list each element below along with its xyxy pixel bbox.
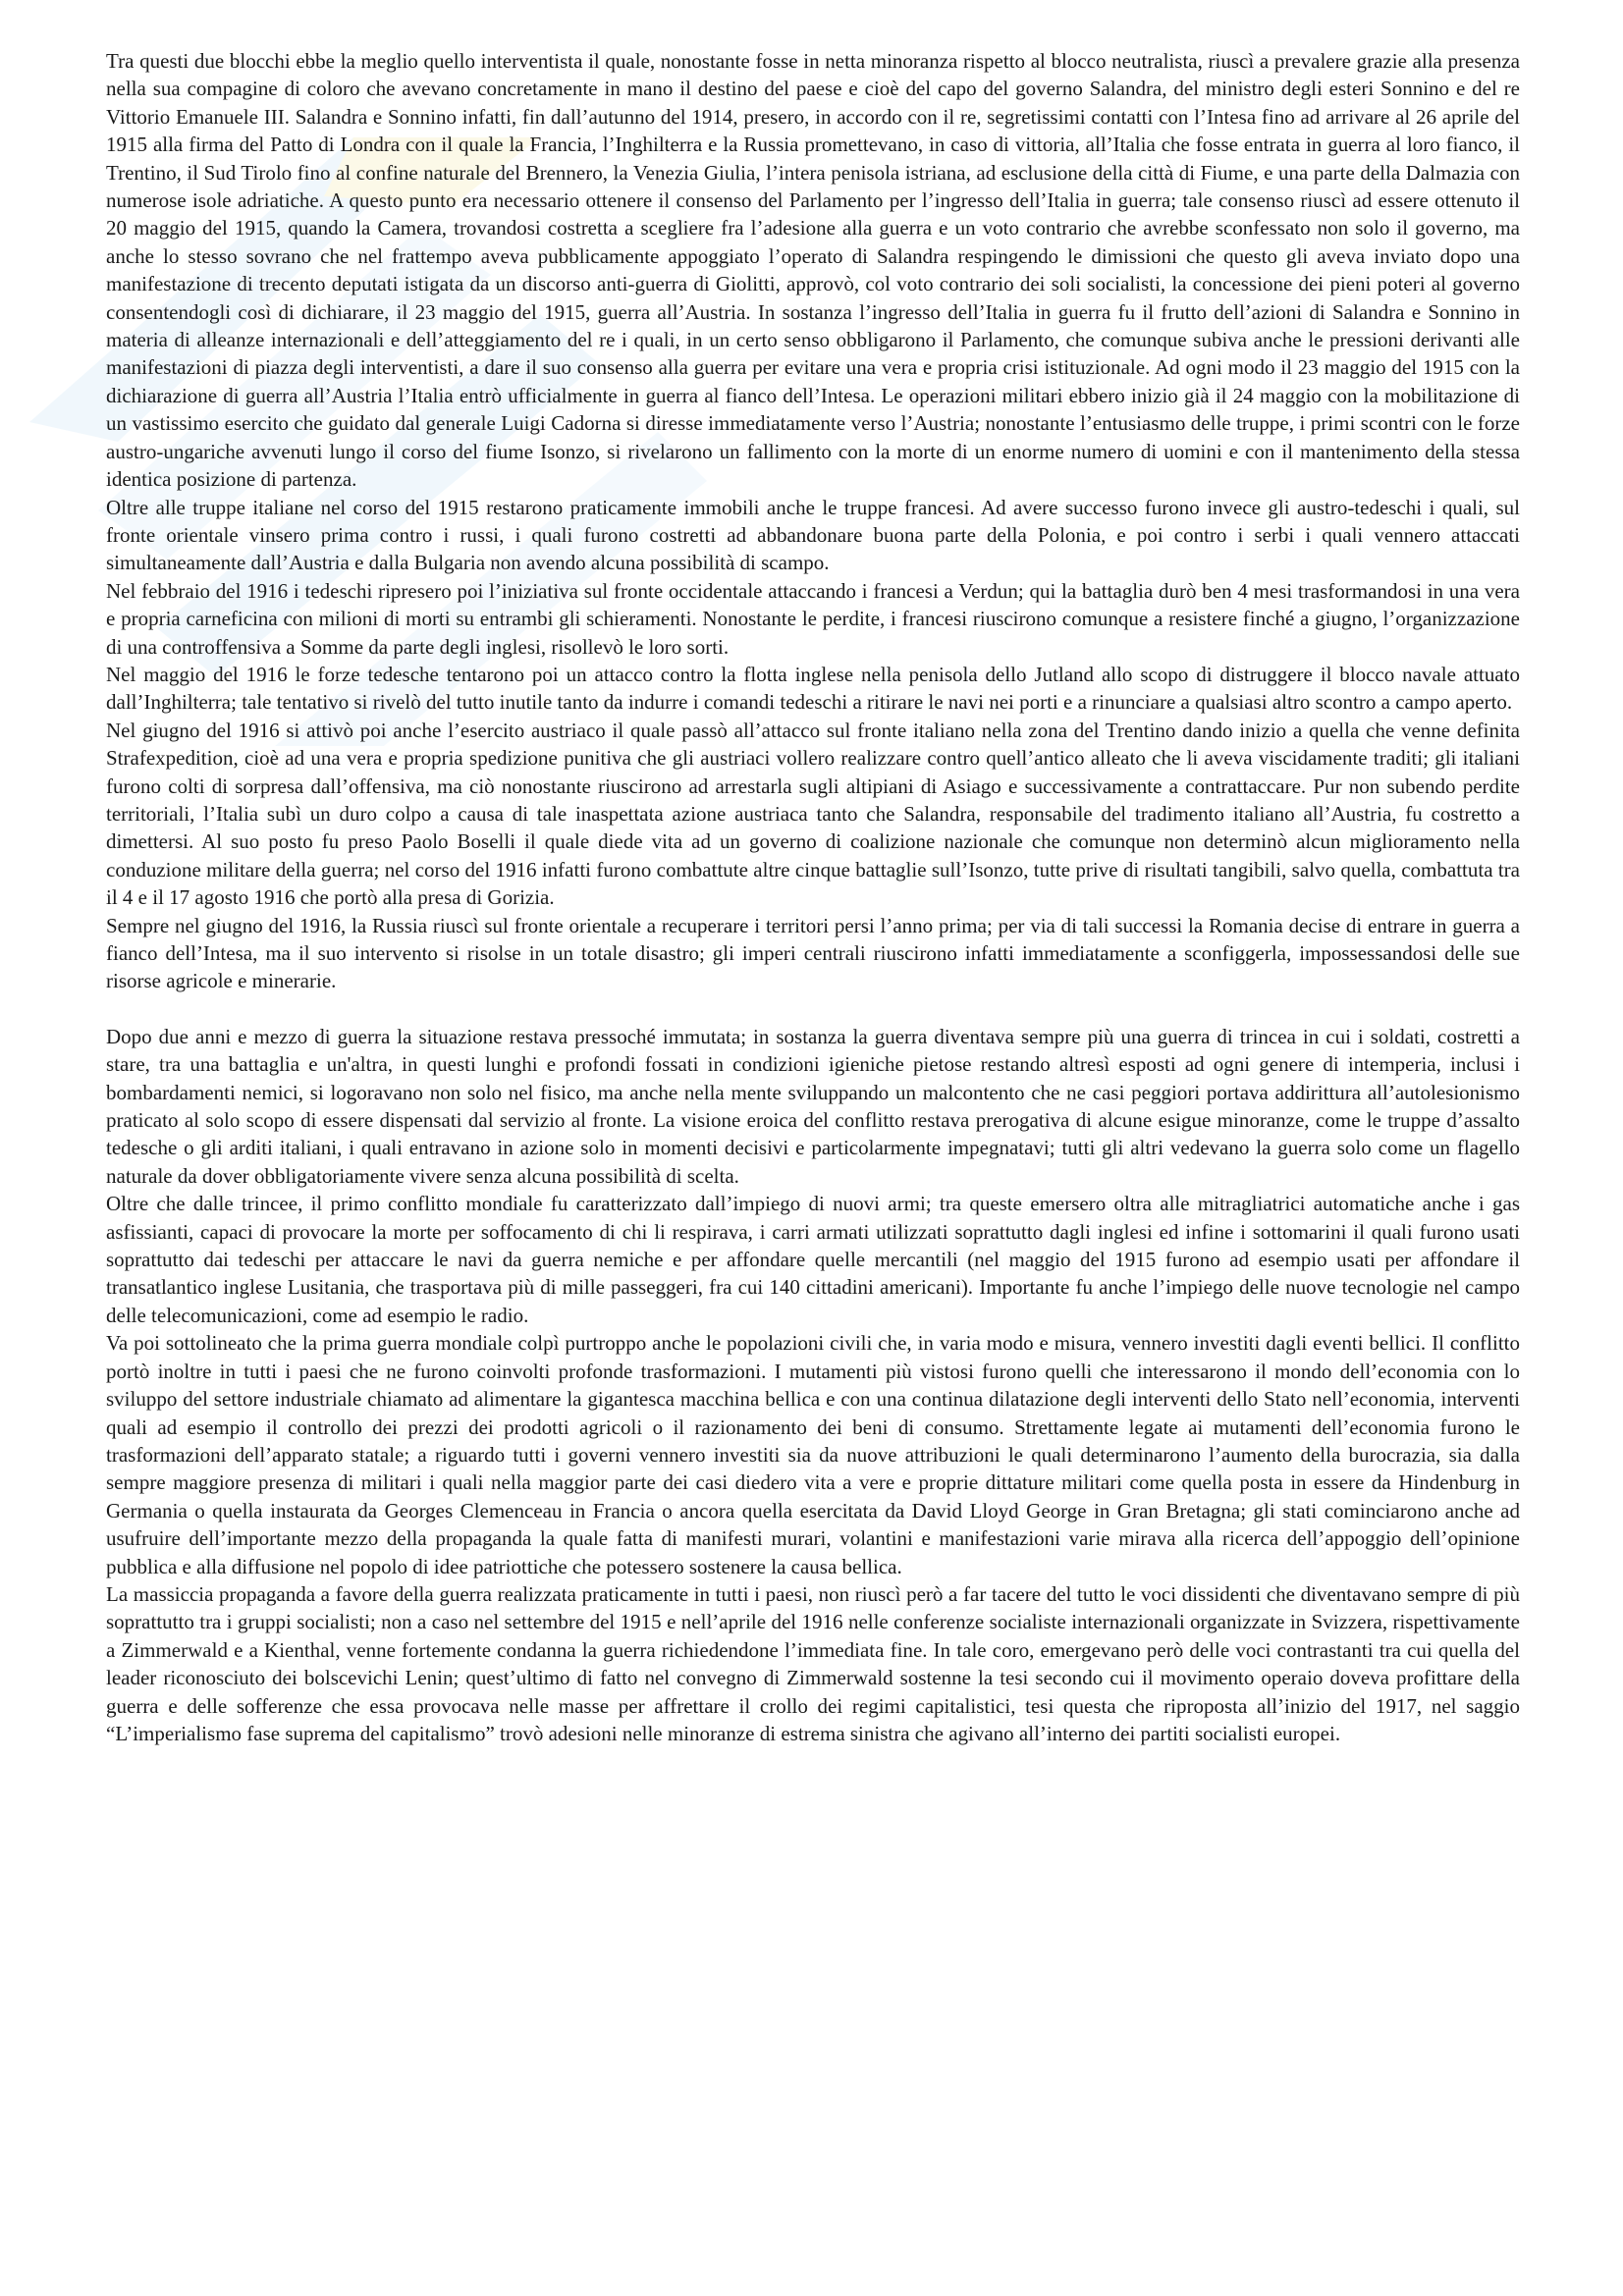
paragraph-3: Nel febbraio del 1916 i tedeschi ripresero poi l’iniziativa sul fronte occidentale attaccando i francesi a Verdun; qui la battaglia durò ben 4 mesi trasformandosi in una vera e propria carneficina con milioni di morti su entrambi gli schieramenti. Nonostante le perdite, i francesi riuscirono comunque a resistere finché a giugno, l’organizzazione di una controffensiva a Somme da parte degli inglesi, risollevò le loro sorti. bbox=[106, 578, 1520, 659]
paragraph-7: Dopo due anni e mezzo di guerra la situazione restava pressoché immutata; in sostanza la guerra diventava sempre più una guerra di trincea in cui i soldati, costretti a stare, tra una battaglia e un'altra, in questi lunghi e profondi fossati in condizioni igieniche pietose restando altresì esposti ad ogni genere di intemperia, inclusi i bombardamenti nemici, si logoravano non solo nel fisico, ma anche nella mente sviluppando un malcontento che ne casi peggiori portava addirittura all’autolesionismo praticato al solo scopo di essere dispensati dal servizio al fronte. La visione eroica del conflitto restava prerogativa di alcune esigue minoranze, come le truppe d’assalto tedesche o gli arditi italiani, i quali entravano in azione solo in momenti decisivi e particolarmente impegnatavi; tutti gli altri vedevano la guerra solo come un flagello naturale da dover obbligatoriamente vivere senza alcuna possibilità di scelta. bbox=[106, 1024, 1520, 1188]
body-text bbox=[106, 47, 1520, 1747]
paragraph-9: Va poi sottolineato che la prima guerra mondiale colpì purtroppo anche le popolazioni civili che, in varia modo e misura, vennero investiti dagli eventi bellici. Il conflitto portò inoltre in tutti i paesi che ne furono coinvolti profonde trasformazioni. I mutamenti più vistosi furono quelli che interessarono il mondo dell’economia con lo sviluppo del settore industriale chiamato ad alimentare la gigantesca macchina bellica e con una continua dilatazione degli interventi dello Stato nell’economia, interventi quali ad esempio il controllo dei prezzi dei prodotti agricoli o il razionamento dei beni di consumo. Strettamente legate ai mutamenti dell’economia furono le trasformazioni dell’apparato statale; a riguardo tutti i governi vennero investiti sia da nuove attribuzioni le quali determinarono l’aumento della burocrazia, sia dalla sempre maggiore presenza di militari i quali nella maggior parte dei casi diedero vita a vere e proprie dittature militari come quella posta in essere da Hindenburg in Germania o quella instaurata da Georges Clemenceau in Francia o ancora quella esercitata da David Lloyd George in Gran Bretagna; gli stati cominciarono anche ad usufruire dell’importante mezzo della propaganda la quale fatta di manifesti murari, volantini e manifestazioni varie mirava alla ricerca dell’appoggio dell’opinione pubblica e alla diffusione nel popolo di idee patriottiche che potessero sostenere la causa bellica. bbox=[106, 1331, 1520, 1578]
paragraph-2: Oltre alle truppe italiane nel corso del 1915 restarono praticamente immobili anche le truppe francesi. Ad avere successo furono invece gli austro-tedeschi i quali, sul fronte orientale vinsero prima contro i russi, i quali furono costretti ad abbandonare buona parte della Polonia, e poi contro i serbi i quali vennero attaccati simultaneamente dall’Austria e dalla Bulgaria non avendo alcuna possibilità di scampo. bbox=[106, 495, 1520, 575]
paragraph-6: Sempre nel giugno del 1916, la Russia riuscì sul fronte orientale a recuperare i territori persi l’anno prima; per via di tali successi la Romania decise di entrare in guerra a fianco dell’Intesa, ma il suo intervento si risolse in un totale disastro; gli imperi centrali riuscirono infatti immediatamente a sconfiggerla, impossessandosi delle sue risorse agricole e minerarie. bbox=[106, 913, 1520, 993]
paragraph-5: Nel giugno del 1916 si attivò poi anche l’esercito austriaco il quale passò all’attacco sul fronte italiano nella zona del Trentino dando inizio a quella che venne definita Strafexpedition, cioè ad una vera e propria spedizione punitiva che gli austriaci vollero realizzare contro quell’antico alleato che li aveva viscidamente traditi; gli italiani furono colti di sorpresa dall’offensiva, ma ciò nonostante riuscirono ad arrestarla sugli altipiani di Asiago e successivamente a contrattaccare. Pur non subendo perdite territoriali, l’Italia subì un duro colpo a causa di tale inaspettata azione austriaca tanto che Salandra, responsabile del tradimento italiano all’Austria, fu costretto a dimettersi. Al suo posto fu preso Paolo Boselli il quale diede vita ad un governo di coalizione nazionale che comunque non determinò alcun miglioramento nella conduzione militare della guerra; nel corso del 1916 infatti furono combattute altre cinque battaglie sull’Isonzo, tutte prive di risultati tangibili, salvo quella, combattuta tra il 4 e il 17 agosto 1916 che portò alla presa di Gorizia. bbox=[106, 718, 1520, 910]
paragraph-10: La massiccia propaganda a favore della guerra realizzata praticamente in tutti i paesi, non riuscì però a far tacere del tutto le voci dissidenti che diventavano sempre di più soprattutto tra i gruppi socialisti; non a caso nel settembre del 1915 e nell’aprile del 1916 nelle conferenze socialiste internazionali organizzate in Svizzera, rispettivamente a Zimmerwald e a Kienthal, venne fortemente condanna la guerra richiedendone l’immediata fine. In tale coro, emergevano però delle voci contrastanti tra cui quella del leader riconosciuto dei bolscevichi Lenin; quest’ultimo di fatto nel convegno di Zimmerwald sostenne la tesi secondo cui il movimento operaio doveva profittare della guerra e delle sofferenze che essa provocava nelle masse per affrettare il crollo dei regimi capitalistici, tesi questa che riproposta all’inizio del 1917, nel saggio “L’imperialismo fase suprema del capitalismo” trovò adesioni nelle minoranze di estrema sinistra che agivano all’interno dei partiti socialisti europei. bbox=[106, 1581, 1520, 1745]
paragraph-4: Nel maggio del 1916 le forze tedesche tentarono poi un attacco contro la flotta inglese nella penisola dello Jutland allo scopo di distruggere il blocco navale attuato dall’Inghilterra; tale tentativo si rivelò del tutto inutile tanto da indurre i comandi tedeschi a ritirare le navi nei porti e a rinunciare a qualsiasi altro scontro a campo aperto. bbox=[106, 662, 1520, 715]
paragraph-8: Oltre che dalle trincee, il primo conflitto mondiale fu caratterizzato dall’impiego di nuovi armi; tra queste emersero oltra alle mitragliatrici automatiche anche i gas asfissianti, capaci di provocare la morte per soffocamento di chi li respirava, i carri armati utilizzati soprattutto dagli inglesi ed infine i sottomarini il quali furono usati soprattutto dai tedeschi per attaccare le navi da guerra nemiche e per affondare quelle mercantili (nel maggio del 1915 furono ad esempio usati per affondare il transatlantico inglese Lusitania, che trasportava più di mille passeggeri, fra cui 140 cittadini americani). Importante fu anche l’impiego delle nuove tecnologie nel campo delle telecomunicazioni, come ad esempio le radio. bbox=[106, 1192, 1520, 1327]
paragraph-1: Tra questi due blocchi ebbe la meglio quello interventista il quale, nonostante fosse in netta minoranza rispetto al blocco neutralista, riuscì a prevalere grazie alla presenza nella sua compagine di coloro che avevano concretamente in mano il destino del paese e cioè del capo del governo Salandra, del ministro degli esteri Sonnino e del re Vittorio Emanuele III. Salandra e Sonnino infatti, fin dall’autunno del 1914, presero, in accordo con il re, segretissimi contatti con l’Intesa fino ad arrivare al 26 aprile del 1915 alla firma del Patto di Londra con il quale la Francia, l’Inghilterra e la Russia promettevano, in caso di vittoria, all’Italia che fosse entrata in guerra al loro fianco, il Trentino, il Sud Tirolo fino al confine naturale del Brennero, la Venezia Giulia, l’intera penisola istriana, ad esclusione della città di Fiume, e una parte della Dalmazia con numerose isole adriatiche. A questo punto era necessario ottenere il consenso del Parlamento per l’ingresso dell’Italia in guerra; tale consenso riuscì ad essere ottenuto il 20 maggio del 1915, quando la Camera, trovandosi costretta a scegliere fra l’adesione alla guerra e un voto contrario che avrebbe sconfessato non solo il governo, ma anche lo stesso sovrano che nel frattempo aveva pubblicamente appoggiato l’operato di Salandra respingendo le dimissioni che questo gli aveva inviato dopo una manifestazione di trecento deputati istigata da un discorso anti-guerra di Giolitti, approvò, col voto contrario dei soli socialisti, la concessione dei pieni poteri al governo consentendogli così di dichiarare, il 23 maggio del 1915, guerra all’Austria. In sostanza l’ingresso dell’Italia in guerra fu il frutto dell’azioni di Salandra e Sonnino in materia di alleanze internazionali e dell’atteggiamento del re i quali, in un certo senso obbligarono il Parlamento, che comunque subiva anche le pressioni derivanti alle manifestazioni di piazza degli interventisti, a dare il suo consenso alla guerra per evitare una vera e propria crisi istituzionale. Ad ogni modo il 23 maggio del 1915 con la dichiarazione di guerra all’Austria l’Italia entrò ufficialmente in guerra al fianco dell’Intesa. Le operazioni militari ebbero inizio già il 24 maggio con la mobilitazione di un vastissimo esercito che guidato dal generale Luigi Cadorna si diresse immediatamente verso l’Austria; nonostante l’entusiasmo delle truppe, i primi scontri con le forze austro-ungariche avvenuti lungo il corso del fiume Isonzo, si rivelarono un fallimento con la morte di un enorme numero di uomini e con il mantenimento della stessa identica posizione di partenza. bbox=[106, 49, 1520, 492]
